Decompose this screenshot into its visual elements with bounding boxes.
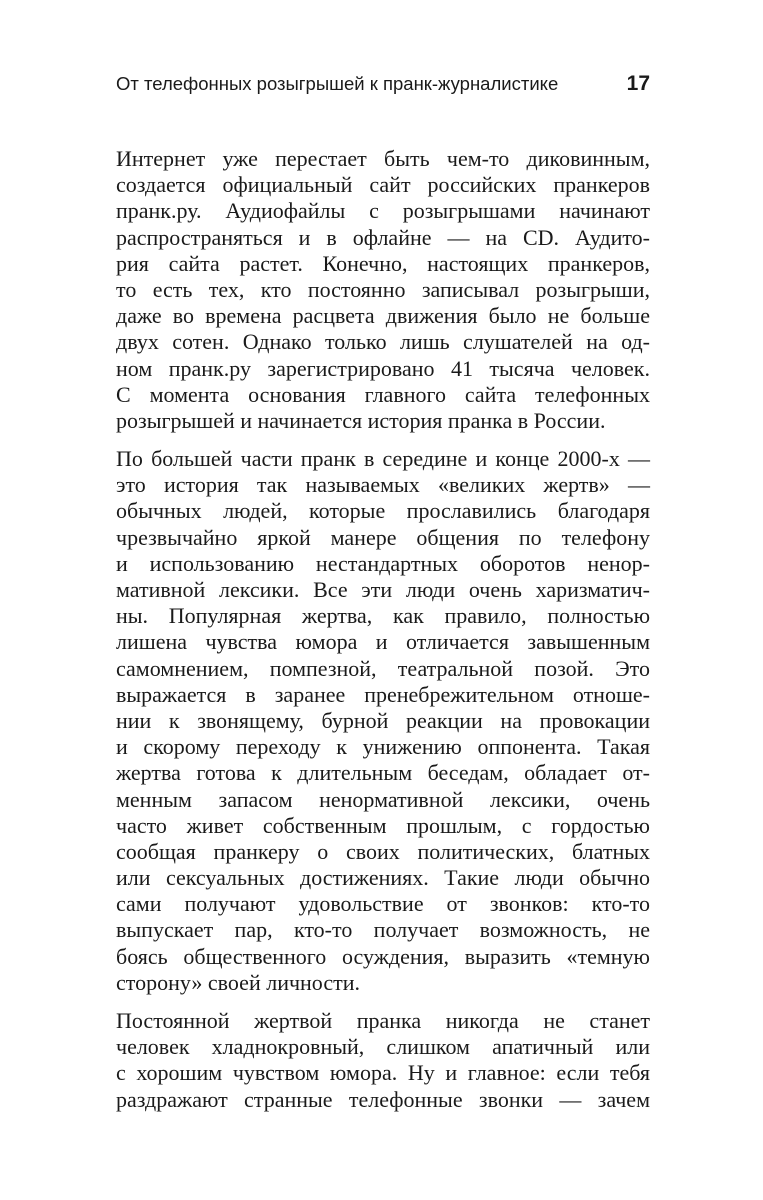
text-line: нии к звонящему, бурной реакции на провокации [116,707,650,733]
text-line: самомнением, помпезной, театральной позой. Это [116,655,650,681]
text-line: По большей части пранк в середине и конце 2000-х — [116,446,650,472]
paragraph [116,146,650,434]
paragraph [116,446,650,996]
running-head [116,72,650,96]
text-line: лишена чувства юмора и отличается завышенным [116,629,650,655]
text-line: жертва готова к длительным беседам, обладает от- [116,760,650,786]
text-line: двух сотен. Однако только лишь слушателей на од- [116,329,650,355]
text-line: обычных людей, которые прославились благодаря [116,498,650,524]
text-line: сами получают удовольствие от звонков: кто-то [116,891,650,917]
text-line: выпускает пар, кто-то получает возможность, не [116,917,650,943]
paragraph [116,1008,650,1113]
text-line: ном пранк.ру зарегистрировано 41 тысяча человек. [116,355,650,381]
text-line: С момента основания главного сайта телефонных [116,381,650,407]
text-line: и использованию нестандартных оборотов ненор- [116,550,650,576]
text-line: распространяться и в офлайне — на CD. Аудито- [116,224,650,250]
text-line: розыгрышей и начинается история пранка в России. [116,407,606,433]
text-line: ны. Популярная жертва, как правило, полностью [116,603,650,629]
text-line: Интернет уже перестает быть чем-то диковинным, [116,146,650,171]
text-line: чрезвычайно яркой манере общения по телефону [116,524,650,550]
text-line: сторону» своей личности. [116,969,361,995]
page-number: 17 [626,72,650,95]
text-line: боясь общественного осуждения, выразить «темную [116,943,650,969]
text-line: раздражают странные телефонные звонки — зачем [116,1086,650,1112]
running-title: От телефонных розыгрышей к пранк-журналистике [116,73,559,94]
text-line: человек хладнокровный, слишком апатичный или [116,1034,650,1060]
body-text [116,146,650,1125]
text-line: часто живет собственным прошлым, с гордостью [116,812,650,838]
text-line: мативной лексики. Все эти люди очень харизматич- [116,577,650,602]
text-line: пранк.ру. Аудиофайлы с розыгрышами начинают [116,198,650,224]
text-line: или сексуальных достижениях. Такие люди обычно [116,865,650,891]
text-line: выражается в заранее пренебрежительном отноше- [116,681,650,707]
text-line: Постоянной жертвой пранка никогда не станет [116,1008,650,1033]
text-line: даже во времена расцвета движения было не больше [116,303,650,329]
text-line: рия сайта растет. Конечно, настоящих пранкеров, [116,250,650,276]
text-line: это история так называемых «великих жертв» — [116,472,650,498]
text-line: менным запасом ненормативной лексики, очень [116,786,650,812]
text-line: с хорошим чувством юмора. Ну и главное: если тебя [116,1060,650,1086]
text-line: то есть тех, кто постоянно записывал розыгрыши, [116,276,650,302]
text-line: сообщая пранкеру о своих политических, блатных [116,838,650,864]
text-line: создается официальный сайт российских пранкеров [116,172,650,198]
text-line: и скорому переходу к унижению оппонента. Такая [116,734,650,760]
